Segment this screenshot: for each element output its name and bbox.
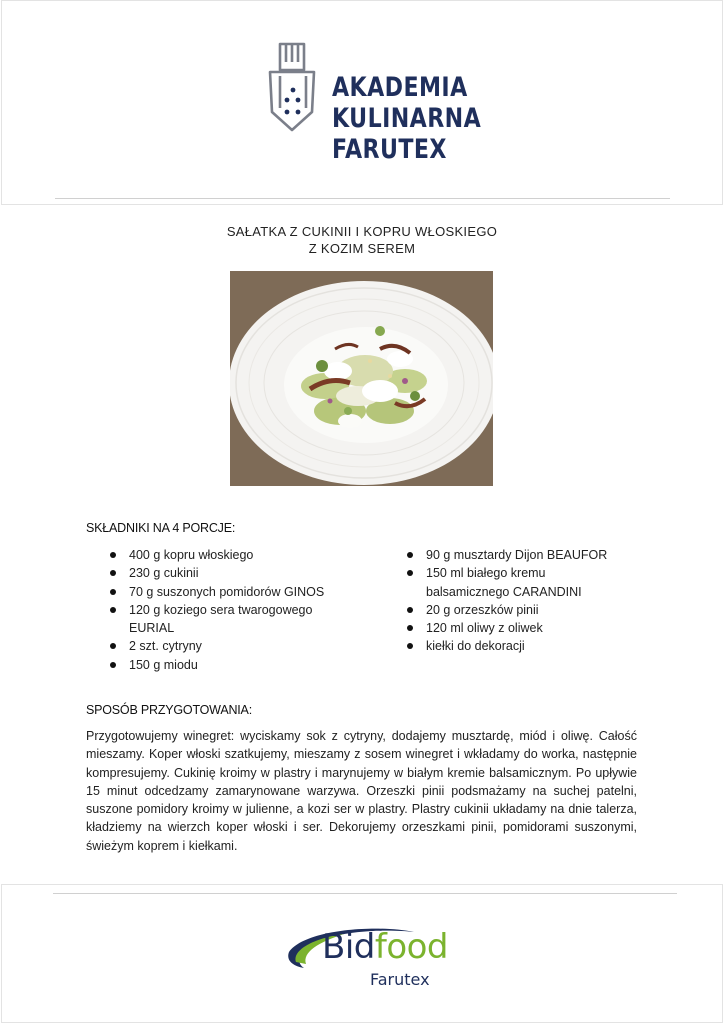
bidfood-word-2: food (374, 927, 449, 967)
list-item: kiełki do dekoracji (403, 637, 623, 655)
ingredients-list-right (403, 546, 623, 656)
list-item: 120 ml oliwy z oliwek (403, 619, 623, 637)
list-item: 2 szt. cytryny (106, 637, 336, 655)
brand-wordmark (332, 72, 482, 165)
list-item: 20 g orzeszków pinii (403, 601, 623, 619)
list-item: 230 g cukinii (106, 564, 336, 582)
chef-hat-fork-icon (266, 42, 324, 134)
bidfood-subtitle: Farutex (370, 970, 430, 989)
list-item: 120 g koziego sera twarogowego EURIAL (106, 601, 329, 638)
ingredients-heading: SKŁADNIKI NA 4 PORCJE: (86, 521, 236, 535)
list-item: 150 ml białego kremu balsamicznego CARANDINI (403, 564, 596, 601)
brand-line-3: FARUTEX (332, 134, 447, 165)
preparation-heading: SPOSÓB PRZYGOTOWANIA: (86, 703, 252, 717)
list-item: 400 g kopru włoskiego (106, 546, 336, 564)
recipe-title-line-1: SAŁATKA Z CUKINII I KOPRU WŁOSKIEGO (226, 224, 498, 239)
bidfood-wordmark (322, 927, 448, 967)
list-item: 70 g suszonych pomidorów GINOS (106, 583, 336, 601)
list-item: 90 g musztardy Dijon BEAUFOR (403, 546, 623, 564)
preparation-text: Przygotowujemy winegret: wyciskamy sok z cytryny, dodajemy musztardę, miód i oliwę. Całość mieszamy. Koper włoski szatkujemy, mieszamy z sosem winegret i wkładamy do worka, następnie kompresujemy. Cukinię kroimy w plastry i marynujemy w białym kremie balsamicznym. Po upływie 15 minut odcedzamy zamarynowane warzywa. Orzeszki pinii podsmażamy na suchej patelni, suszone pomidory kroimy w julienne, a kozi ser w plastry. Plastry cukinii układamy na dnie talerza, kładziemy na wierzch koper włoski i ser. Dekorujemy orzeszkami pinii, pomidorami suszonymi, świeżym koprem i kiełkami. (86, 729, 637, 853)
ingredients-list-left (106, 546, 336, 674)
bidfood-word-1: Bid (322, 927, 375, 967)
footer-divider (53, 893, 677, 894)
salad-plate-photo (230, 271, 493, 486)
brand-line-1: AKADEMIA (332, 72, 468, 103)
recipe-title-line-2: Z KOZIM SEREM (308, 241, 416, 256)
brand-line-2: KULINARNA (332, 103, 482, 134)
list-item: 150 g miodu (106, 656, 336, 674)
header-divider (55, 198, 670, 199)
